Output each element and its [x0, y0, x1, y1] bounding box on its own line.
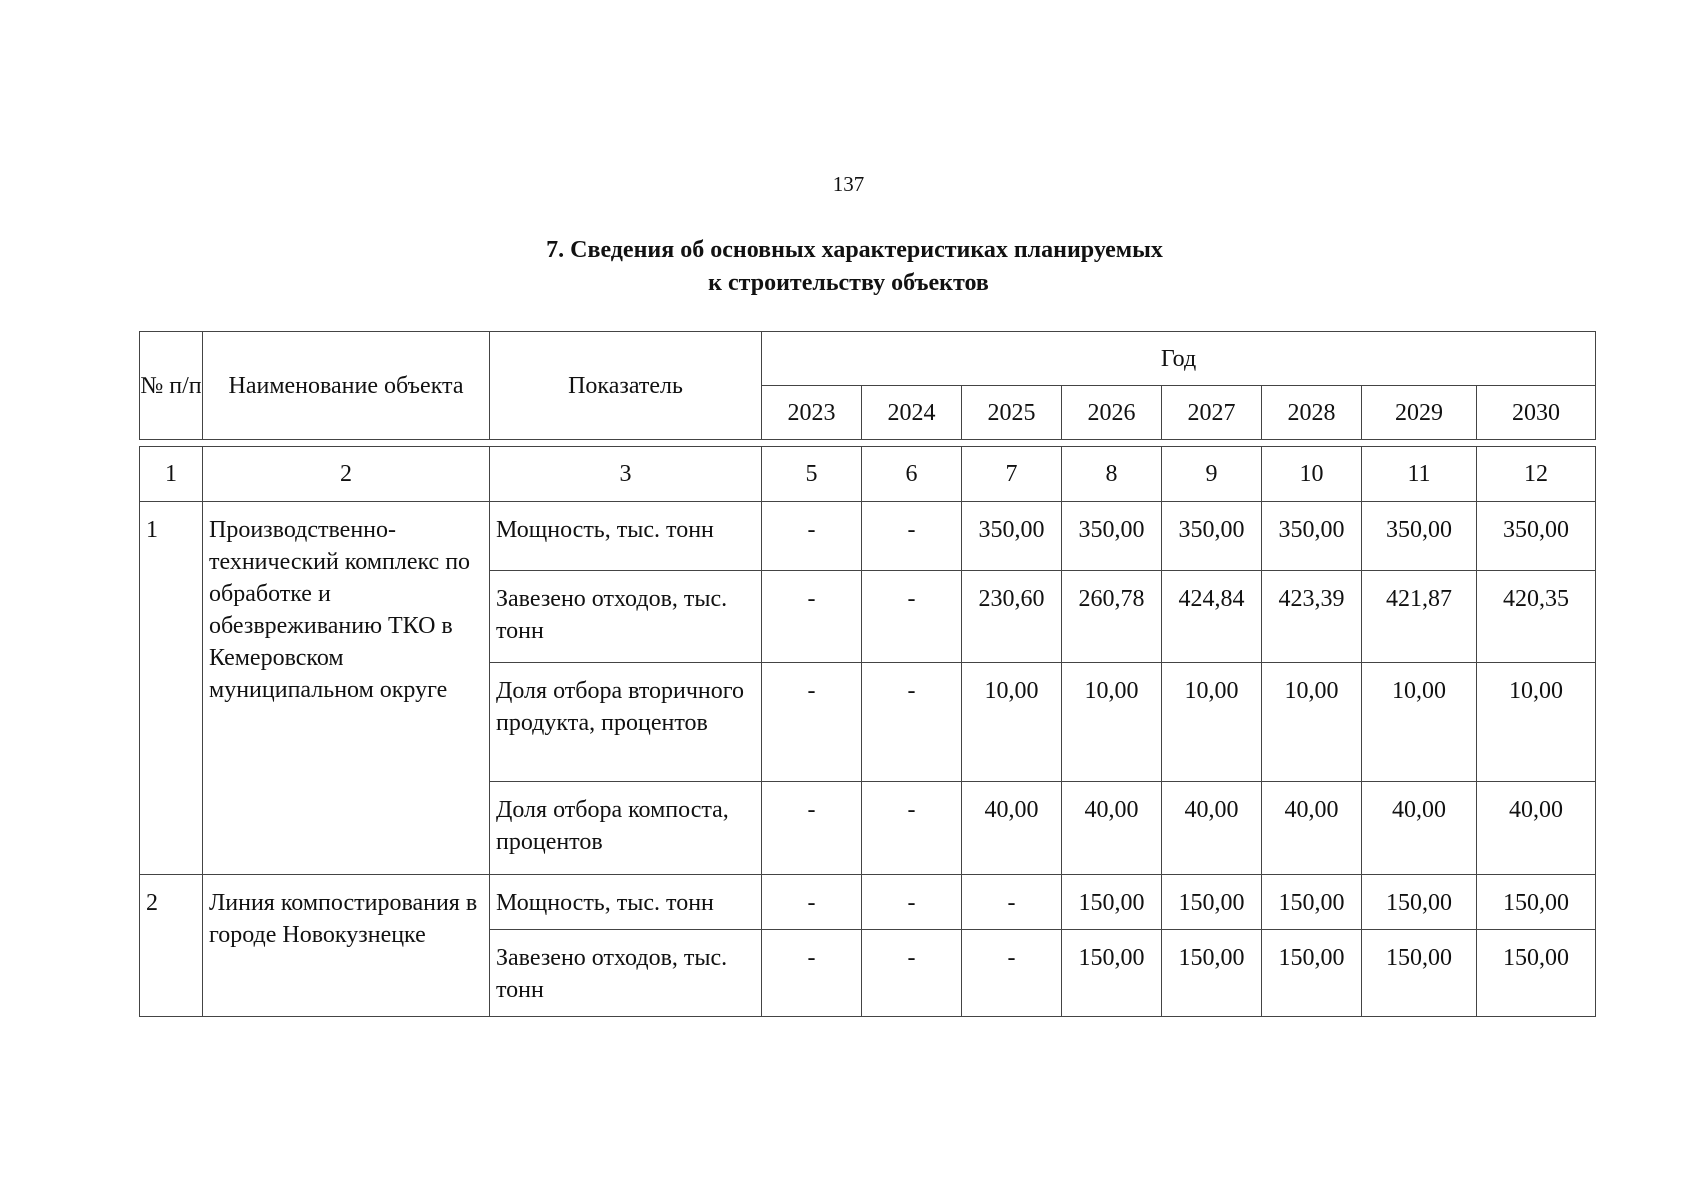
column-number: 12 — [1477, 447, 1596, 502]
column-number: 11 — [1362, 447, 1477, 502]
header-year: 2026 — [1062, 386, 1162, 440]
value-cell: - — [962, 930, 1062, 1017]
value-cell: - — [762, 663, 862, 782]
value-cell: - — [962, 875, 1062, 930]
value-cell: 40,00 — [1262, 782, 1362, 875]
column-number: 5 — [762, 447, 862, 502]
value-cell: - — [762, 875, 862, 930]
value-cell: - — [862, 663, 962, 782]
value-cell: 150,00 — [1162, 930, 1262, 1017]
value-cell: 230,60 — [962, 571, 1062, 663]
column-number: 10 — [1262, 447, 1362, 502]
header-number: № п/п — [140, 332, 203, 440]
header-year: 2030 — [1477, 386, 1596, 440]
column-number-row — [140, 447, 1596, 502]
value-cell: - — [762, 571, 862, 663]
value-cell: - — [762, 502, 862, 571]
value-cell: - — [862, 875, 962, 930]
value-cell: 10,00 — [1477, 663, 1596, 782]
header-indicator: Показатель — [490, 332, 762, 440]
header-year: 2027 — [1162, 386, 1262, 440]
value-cell: 40,00 — [1362, 782, 1477, 875]
indicator-label: Доля отбора вторичного продукта, процентов — [490, 663, 762, 782]
header-object-name: Наименование объекта — [203, 332, 490, 440]
value-cell: 260,78 — [1062, 571, 1162, 663]
header-year: 2024 — [862, 386, 962, 440]
indicator-label: Мощность, тыс. тонн — [490, 502, 762, 571]
page-number: 137 — [832, 172, 865, 196]
value-cell: 150,00 — [1262, 875, 1362, 930]
value-cell: 10,00 — [1362, 663, 1477, 782]
value-cell: 350,00 — [1477, 502, 1596, 571]
column-number: 9 — [1162, 447, 1262, 502]
value-cell: - — [862, 502, 962, 571]
value-cell: - — [862, 782, 962, 875]
header-year: 2025 — [962, 386, 1062, 440]
table-row — [140, 502, 1596, 571]
header-year-group: Год — [762, 332, 1596, 386]
value-cell: 350,00 — [1162, 502, 1262, 571]
header-year: 2029 — [1362, 386, 1477, 440]
indicator-label: Завезено отходов, тыс. тонн — [490, 930, 762, 1017]
value-cell: 40,00 — [1162, 782, 1262, 875]
value-cell: 150,00 — [1062, 930, 1162, 1017]
column-number: 7 — [962, 447, 1062, 502]
value-cell: 40,00 — [1477, 782, 1596, 875]
column-number: 3 — [490, 447, 762, 502]
value-cell: 150,00 — [1477, 875, 1596, 930]
value-cell: 420,35 — [1477, 571, 1596, 663]
table-row — [140, 875, 1596, 930]
value-cell: 10,00 — [1062, 663, 1162, 782]
value-cell: - — [862, 571, 962, 663]
value-cell: 150,00 — [1262, 930, 1362, 1017]
value-cell: 150,00 — [1062, 875, 1162, 930]
value-cell: - — [862, 930, 962, 1017]
value-cell: - — [762, 782, 862, 875]
value-cell: 350,00 — [1262, 502, 1362, 571]
column-number: 2 — [203, 447, 490, 502]
value-cell: 40,00 — [962, 782, 1062, 875]
title-line-1: 7. Сведения об основных характеристиках планируемых — [546, 237, 1163, 263]
value-cell: 150,00 — [1362, 875, 1477, 930]
header-year: 2023 — [762, 386, 862, 440]
value-cell: 350,00 — [962, 502, 1062, 571]
value-cell: 423,39 — [1262, 571, 1362, 663]
header-year: 2028 — [1262, 386, 1362, 440]
value-cell: 150,00 — [1477, 930, 1596, 1017]
object-number: 2 — [140, 875, 203, 1017]
value-cell: 421,87 — [1362, 571, 1477, 663]
table-header — [139, 331, 1596, 440]
object-number: 1 — [140, 502, 203, 875]
value-cell: - — [762, 930, 862, 1017]
value-cell: 10,00 — [962, 663, 1062, 782]
value-cell: 10,00 — [1162, 663, 1262, 782]
value-cell: 424,84 — [1162, 571, 1262, 663]
value-cell: 40,00 — [1062, 782, 1162, 875]
value-cell: 350,00 — [1362, 502, 1477, 571]
value-cell: 350,00 — [1062, 502, 1162, 571]
indicator-label: Мощность, тыс. тонн — [490, 875, 762, 930]
value-cell: 150,00 — [1162, 875, 1262, 930]
column-number: 6 — [862, 447, 962, 502]
column-number: 8 — [1062, 447, 1162, 502]
value-cell: 150,00 — [1362, 930, 1477, 1017]
indicator-label: Доля отбора компоста, процентов — [490, 782, 762, 875]
object-name: Линия компостирования в городе Новокузнецке — [203, 875, 490, 1017]
value-cell: 10,00 — [1262, 663, 1362, 782]
title-line-2: к строительству объектов — [708, 270, 989, 296]
column-number: 1 — [140, 447, 203, 502]
indicator-label: Завезено отходов, тыс. тонн — [490, 571, 762, 663]
table-body — [139, 446, 1596, 1017]
object-name: Производственно-технический комплекс по обработке и обезвреживанию ТКО в Кемеровском муниципальном округе — [203, 502, 490, 875]
document-title — [0, 234, 1697, 300]
